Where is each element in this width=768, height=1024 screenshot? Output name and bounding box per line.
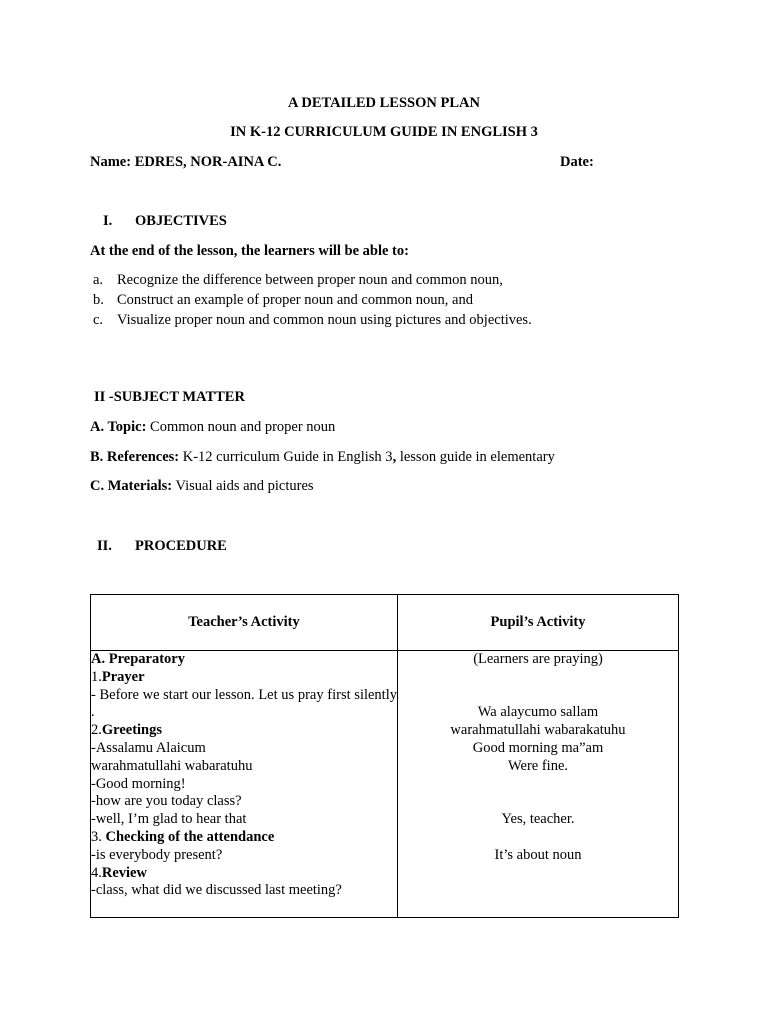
references-comma: , <box>392 449 397 465</box>
lesson-plan-subtitle: IN K-12 CURRICULUM GUIDE IN ENGLISH 3 <box>230 124 538 140</box>
topic-value: Common noun and proper noun <box>146 419 336 435</box>
review-number: 4. <box>91 864 102 881</box>
pupil-greeting-line: Wa alaycumo sallam <box>477 704 599 721</box>
spacer <box>398 776 678 794</box>
procedure-table <box>90 594 679 918</box>
greetings-label: Greetings <box>101 722 163 739</box>
greetings-number: 2. <box>91 722 102 739</box>
teacher-greeting-line: -Assalamu Alaicum <box>91 739 206 756</box>
spacer <box>398 687 678 705</box>
pupil-activity-cell <box>398 651 679 918</box>
pupil-review-response: It’s about noun <box>494 846 582 863</box>
list-marker: b. <box>93 292 104 308</box>
procedure-numeral: II. <box>97 538 112 554</box>
pupil-greeting-line: Good morning ma”am <box>472 739 604 756</box>
materials-label: C. Materials: <box>90 478 173 494</box>
pupil-prayer-response: (Learners are praying) <box>473 651 603 667</box>
attendance-text: -is everybody present? <box>91 846 223 863</box>
references-value: K-12 curriculum Guide in English 3 <box>179 449 393 465</box>
table-header-row <box>91 595 679 651</box>
date-label: Date: <box>560 154 594 170</box>
teacher-greeting-line: warahmatullahi wabaratuhu <box>91 757 253 774</box>
list-item-text: Visualize proper noun and common noun using pictures and objectives. <box>117 312 532 328</box>
topic-label: A. Topic: <box>90 419 147 435</box>
references-line <box>90 448 555 466</box>
pupil-greeting-line: warahmatullahi wabarakatuhu <box>450 722 626 739</box>
spacer <box>398 669 678 687</box>
name-label: Name: EDRES, NOR-AINA C. <box>90 154 282 170</box>
spacer <box>398 793 678 811</box>
teacher-activity-header: Teacher’s Activity <box>91 595 398 651</box>
topic-line <box>90 418 335 436</box>
attendance-number: 3. <box>91 828 106 845</box>
list-marker: c. <box>93 312 104 328</box>
greetings-heading <box>91 722 397 740</box>
review-text: -class, what did we discussed last meeting? <box>91 882 342 899</box>
list-item-text: Recognize the difference between proper noun and common noun, <box>117 272 503 288</box>
prayer-number: 1. <box>91 668 102 685</box>
list-item-text: Construct an example of proper noun and common noun, and <box>117 292 473 308</box>
teacher-greeting-line: -well, I’m glad to hear that <box>91 811 247 828</box>
materials-line <box>90 477 314 495</box>
references-tail: lesson guide in elementary <box>396 449 555 465</box>
materials-value: Visual aids and pictures <box>172 478 314 494</box>
lesson-plan-title: A DETAILED LESSON PLAN <box>288 95 480 111</box>
pupil-greeting-line: Were fine. <box>507 757 569 774</box>
procedure-heading: PROCEDURE <box>135 538 227 554</box>
pupil-activity-header: Pupil’s Activity <box>398 595 679 651</box>
table-row <box>91 651 679 918</box>
prayer-text: - Before we start our lesson. Let us pray first silently . <box>91 686 397 721</box>
pupil-attendance-response: Yes, teacher. <box>501 811 575 828</box>
objectives-intro: At the end of the lesson, the learners will be able to: <box>90 243 409 259</box>
prayer-label: Prayer <box>101 668 145 685</box>
objectives-numeral: I. <box>103 213 113 229</box>
subject-matter-heading: II -SUBJECT MATTER <box>94 389 245 405</box>
teacher-greeting-line: -Good morning! <box>91 775 186 792</box>
list-marker: a. <box>93 272 104 288</box>
prayer-heading <box>91 669 397 687</box>
teacher-activity-cell <box>91 651 398 918</box>
spacer <box>398 829 678 847</box>
attendance-label: Checking of the attendance <box>105 828 275 845</box>
attendance-heading <box>91 829 397 847</box>
preparatory-label: A. Preparatory <box>91 651 185 667</box>
objectives-heading: OBJECTIVES <box>135 213 227 229</box>
review-label: Review <box>101 864 147 881</box>
teacher-greeting-line: -how are you today class? <box>91 793 242 810</box>
review-heading <box>91 865 397 883</box>
references-label: B. References: <box>90 449 180 465</box>
